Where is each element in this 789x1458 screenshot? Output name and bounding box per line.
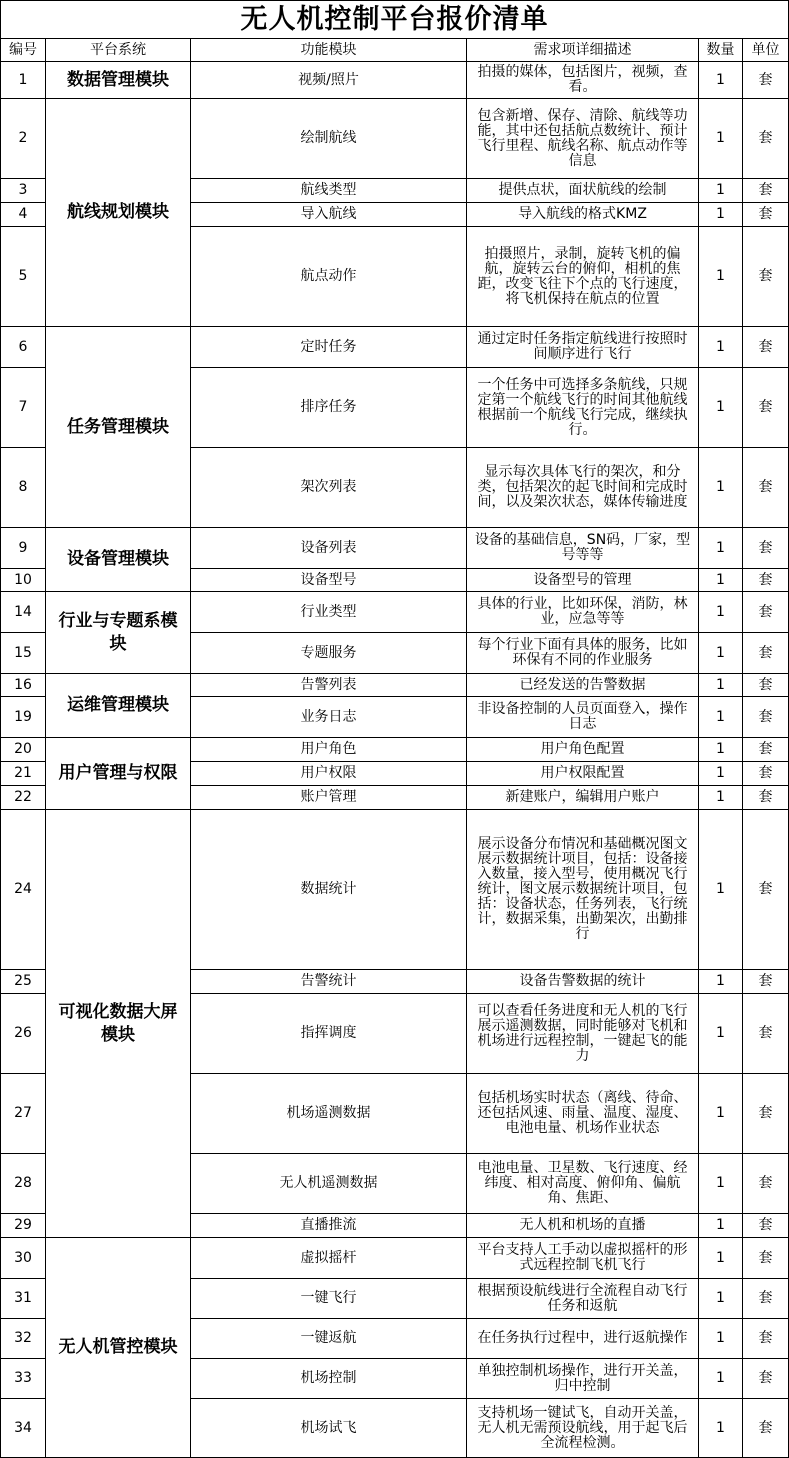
cell-module: 排序任务 (191, 368, 467, 448)
cell-module: 无人机遥测数据 (191, 1154, 467, 1214)
cell-no: 9 (1, 528, 46, 569)
cell-qty: 1 (699, 203, 743, 227)
cell-unit: 套 (743, 592, 789, 633)
cell-module: 直播推流 (191, 1214, 467, 1238)
cell-module: 告警统计 (191, 970, 467, 994)
cell-module: 机场试飞 (191, 1399, 467, 1458)
cell-desc: 根据预设航线进行全流程自动飞行任务和返航 (467, 1279, 699, 1319)
cell-unit: 套 (743, 62, 789, 99)
cell-module: 行业类型 (191, 592, 467, 633)
cell-no: 8 (1, 448, 46, 528)
cell-no: 25 (1, 970, 46, 994)
cell-unit: 套 (743, 674, 789, 697)
cell-no: 33 (1, 1359, 46, 1399)
cell-no: 27 (1, 1074, 46, 1154)
cell-no: 15 (1, 633, 46, 674)
cell-no: 7 (1, 368, 46, 448)
cell-no: 21 (1, 762, 46, 786)
cell-desc: 单独控制机场操作，进行开关盖，归中控制 (467, 1359, 699, 1399)
cell-qty: 1 (699, 1154, 743, 1214)
page-title: 无人机控制平台报价清单 (1, 1, 789, 39)
system-cell: 无人机管控模块 (46, 1238, 191, 1458)
cell-unit: 套 (743, 368, 789, 448)
cell-desc: 显示每次具体飞行的架次，和分类，包括架次的起飞时间和完成时间，以及架次状态，媒体传输进度 (467, 448, 699, 528)
cell-module: 导入航线 (191, 203, 467, 227)
cell-unit: 套 (743, 1359, 789, 1399)
cell-desc: 具体的行业，比如环保，消防，林业，应急等等 (467, 592, 699, 633)
cell-no: 5 (1, 227, 46, 327)
system-cell: 任务管理模块 (46, 327, 191, 528)
cell-desc: 电池电量、卫星数、飞行速度、经纬度、相对高度、俯仰角、偏航角、焦距、 (467, 1154, 699, 1214)
cell-module: 告警列表 (191, 674, 467, 697)
cell-module: 一键返航 (191, 1319, 467, 1359)
cell-unit: 套 (743, 1214, 789, 1238)
header-qty: 数量 (699, 39, 743, 62)
cell-unit: 套 (743, 786, 789, 810)
cell-unit: 套 (743, 1238, 789, 1279)
cell-no: 22 (1, 786, 46, 810)
title-row (1, 1, 789, 39)
cell-qty: 1 (699, 448, 743, 528)
cell-desc: 设备的基础信息，SN码，厂家，型号等等 (467, 528, 699, 569)
cell-desc: 拍摄照片，录制，旋转飞机的偏航，旋转云台的俯仰，相机的焦距，改变飞往下个点的飞行速度，将飞机保持在航点的位置 (467, 227, 699, 327)
cell-no: 28 (1, 1154, 46, 1214)
header-row (1, 39, 789, 62)
cell-no: 3 (1, 179, 46, 203)
cell-unit: 套 (743, 970, 789, 994)
cell-unit: 套 (743, 327, 789, 368)
cell-no: 20 (1, 738, 46, 762)
cell-unit: 套 (743, 1074, 789, 1154)
table-row (1, 1238, 789, 1279)
cell-module: 航点动作 (191, 227, 467, 327)
table-row (1, 528, 789, 569)
cell-unit: 套 (743, 1319, 789, 1359)
cell-qty: 1 (699, 738, 743, 762)
cell-unit: 套 (743, 994, 789, 1074)
cell-module: 绘制航线 (191, 99, 467, 179)
cell-desc: 设备型号的管理 (467, 569, 699, 592)
cell-desc: 用户角色配置 (467, 738, 699, 762)
cell-unit: 套 (743, 203, 789, 227)
header-unit: 单位 (743, 39, 789, 62)
cell-unit: 套 (743, 448, 789, 528)
cell-desc: 支持机场一键试飞，自动开关盖，无人机无需预设航线，用于起飞后全流程检测。 (467, 1399, 699, 1458)
table-row (1, 810, 789, 970)
cell-desc: 一个任务中可选择多条航线，只规定第一个航线飞行的时间其他航线根据前一个航线飞行完成，继续执行。 (467, 368, 699, 448)
cell-no: 14 (1, 592, 46, 633)
cell-module: 架次列表 (191, 448, 467, 528)
header-no: 编号 (1, 39, 46, 62)
cell-module: 指挥调度 (191, 994, 467, 1074)
cell-module: 业务日志 (191, 697, 467, 738)
cell-qty: 1 (699, 1238, 743, 1279)
cell-unit: 套 (743, 1399, 789, 1458)
cell-no: 4 (1, 203, 46, 227)
cell-qty: 1 (699, 528, 743, 569)
cell-qty: 1 (699, 99, 743, 179)
table-row (1, 674, 789, 697)
cell-module: 机场控制 (191, 1359, 467, 1399)
cell-no: 24 (1, 810, 46, 970)
cell-module: 专题服务 (191, 633, 467, 674)
cell-module: 设备型号 (191, 569, 467, 592)
cell-qty: 1 (699, 697, 743, 738)
cell-unit: 套 (743, 1279, 789, 1319)
system-cell: 运维管理模块 (46, 674, 191, 738)
cell-qty: 1 (699, 786, 743, 810)
cell-no: 16 (1, 674, 46, 697)
header-system: 平台系统 (46, 39, 191, 62)
cell-module: 设备列表 (191, 528, 467, 569)
cell-unit: 套 (743, 227, 789, 327)
cell-desc: 包括机场实时状态（离线、待命、还包括风速、雨量、温度、湿度、电池电量、机场作业状态 (467, 1074, 699, 1154)
cell-no: 30 (1, 1238, 46, 1279)
cell-qty: 1 (699, 227, 743, 327)
cell-qty: 1 (699, 994, 743, 1074)
cell-desc: 平台支持人工手动以虚拟摇杆的形式远程控制飞机飞行 (467, 1238, 699, 1279)
system-cell: 设备管理模块 (46, 528, 191, 592)
cell-desc: 可以查看任务进度和无人机的飞行展示遥测数据，同时能够对飞机和机场进行远程控制，一键起飞的能力 (467, 994, 699, 1074)
cell-no: 19 (1, 697, 46, 738)
cell-no: 10 (1, 569, 46, 592)
cell-module: 机场遥测数据 (191, 1074, 467, 1154)
cell-module: 数据统计 (191, 810, 467, 970)
system-cell: 数据管理模块 (46, 62, 191, 99)
cell-no: 31 (1, 1279, 46, 1319)
cell-qty: 1 (699, 810, 743, 970)
table-row (1, 327, 789, 368)
cell-desc: 非设备控制的人员页面登入，操作日志 (467, 697, 699, 738)
table-row (1, 738, 789, 762)
cell-unit: 套 (743, 810, 789, 970)
table-row (1, 62, 789, 99)
cell-no: 2 (1, 99, 46, 179)
cell-module: 航线类型 (191, 179, 467, 203)
cell-no: 6 (1, 327, 46, 368)
system-cell: 用户管理与权限 (46, 738, 191, 810)
cell-unit: 套 (743, 569, 789, 592)
cell-qty: 1 (699, 674, 743, 697)
cell-no: 34 (1, 1399, 46, 1458)
cell-qty: 1 (699, 1214, 743, 1238)
header-desc: 需求项详细描述 (467, 39, 699, 62)
cell-desc: 在任务执行过程中，进行返航操作 (467, 1319, 699, 1359)
cell-no: 32 (1, 1319, 46, 1359)
table-row (1, 99, 789, 179)
cell-qty: 1 (699, 762, 743, 786)
cell-unit: 套 (743, 697, 789, 738)
cell-unit: 套 (743, 1154, 789, 1214)
cell-qty: 1 (699, 633, 743, 674)
cell-module: 用户角色 (191, 738, 467, 762)
cell-module: 用户权限 (191, 762, 467, 786)
cell-desc: 新建账户，编辑用户账户 (467, 786, 699, 810)
cell-desc: 包含新增、保存、清除、航线等功能，其中还包括航点数统计、预计飞行里程、航线名称、航点动作等信息 (467, 99, 699, 179)
cell-qty: 1 (699, 1279, 743, 1319)
cell-qty: 1 (699, 62, 743, 99)
cell-desc: 每个行业下面有具体的服务，比如环保有不同的作业服务 (467, 633, 699, 674)
cell-desc: 无人机和机场的直播 (467, 1214, 699, 1238)
cell-module: 账户管理 (191, 786, 467, 810)
cell-desc: 已经发送的告警数据 (467, 674, 699, 697)
table-row (1, 592, 789, 633)
cell-qty: 1 (699, 179, 743, 203)
header-module: 功能模块 (191, 39, 467, 62)
cell-qty: 1 (699, 1359, 743, 1399)
cell-qty: 1 (699, 970, 743, 994)
cell-no: 1 (1, 62, 46, 99)
cell-qty: 1 (699, 1319, 743, 1359)
cell-module: 定时任务 (191, 327, 467, 368)
cell-qty: 1 (699, 569, 743, 592)
cell-qty: 1 (699, 368, 743, 448)
cell-desc: 设备告警数据的统计 (467, 970, 699, 994)
cell-unit: 套 (743, 528, 789, 569)
cell-desc: 导入航线的格式KMZ (467, 203, 699, 227)
system-cell: 可视化数据大屏模块 (46, 810, 191, 1238)
cell-desc: 提供点状，面状航线的绘制 (467, 179, 699, 203)
cell-desc: 用户权限配置 (467, 762, 699, 786)
cell-module: 视频/照片 (191, 62, 467, 99)
cell-module: 虚拟摇杆 (191, 1238, 467, 1279)
cell-unit: 套 (743, 179, 789, 203)
cell-unit: 套 (743, 633, 789, 674)
cell-no: 26 (1, 994, 46, 1074)
cell-unit: 套 (743, 99, 789, 179)
cell-qty: 1 (699, 1074, 743, 1154)
system-cell: 航线规划模块 (46, 99, 191, 327)
cell-unit: 套 (743, 738, 789, 762)
cell-qty: 1 (699, 1399, 743, 1458)
system-cell: 行业与专题系模块 (46, 592, 191, 674)
cell-qty: 1 (699, 592, 743, 633)
cell-desc: 展示设备分布情况和基础概况图文展示数据统计项目，包括：设备接入数量，接入型号，使用概况飞行统计，图文展示数据统计项目，包括：设备状态，任务列表，飞行统计，数据采集，出勤架次，出勤排行 (467, 810, 699, 970)
cell-desc: 拍摄的媒体，包括图片，视频，查看。 (467, 62, 699, 99)
cell-no: 29 (1, 1214, 46, 1238)
cell-qty: 1 (699, 327, 743, 368)
cell-desc: 通过定时任务指定航线进行按照时间顺序进行飞行 (467, 327, 699, 368)
cell-unit: 套 (743, 762, 789, 786)
cell-module: 一键飞行 (191, 1279, 467, 1319)
